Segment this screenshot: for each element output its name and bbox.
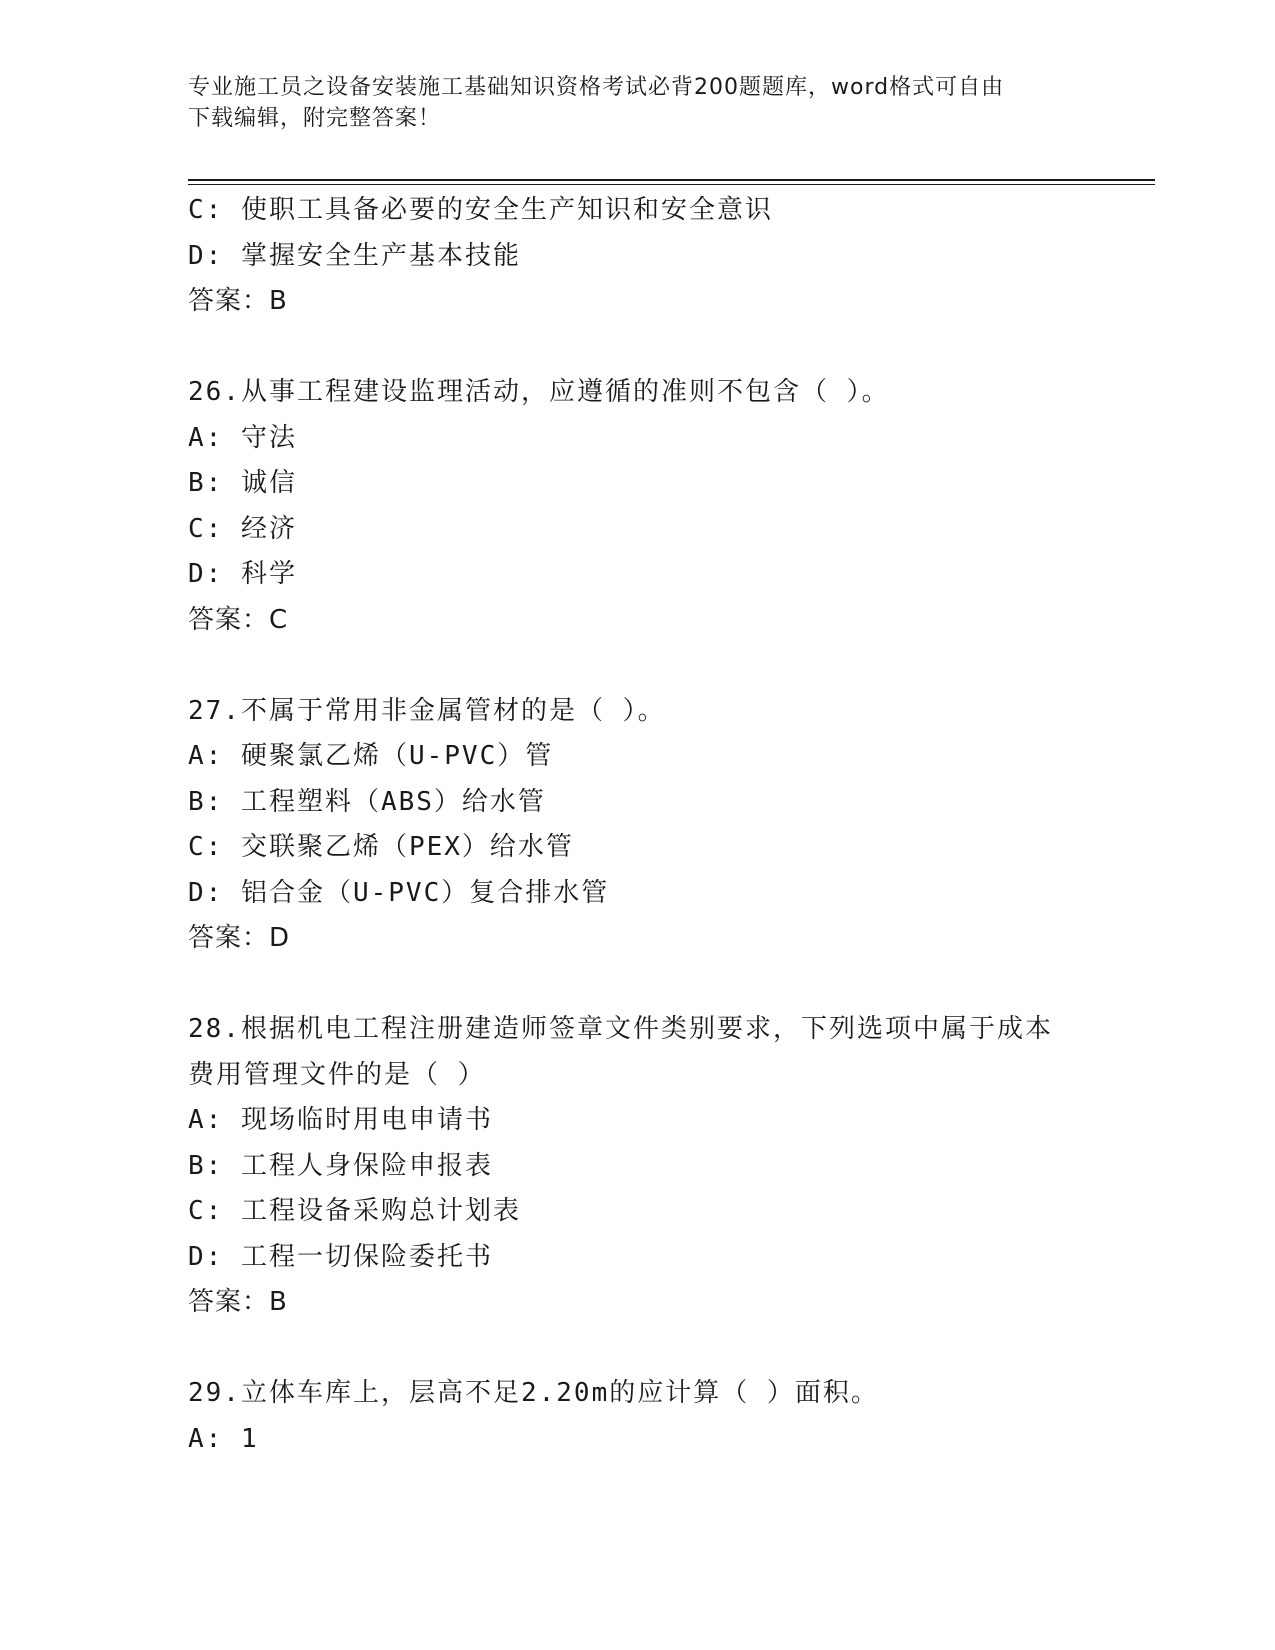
option-a: A: 1 bbox=[188, 1423, 259, 1454]
question-stem-continued: 费用管理文件的是（ ） bbox=[188, 1059, 486, 1090]
question-27 bbox=[188, 689, 1088, 962]
option-c: C: 交联聚乙烯（PEX）给水管 bbox=[188, 832, 574, 862]
question-stem: 27.不属于常用非金属管材的是（ ）。 bbox=[188, 695, 666, 726]
answer-line: 答案：C bbox=[188, 604, 289, 635]
option-b: B: 诚信 bbox=[188, 468, 297, 498]
document-header bbox=[188, 72, 1088, 134]
spacer bbox=[188, 643, 1088, 689]
answer-line: 答案：D bbox=[188, 923, 291, 953]
option-d: D: 科学 bbox=[188, 559, 297, 589]
spacer bbox=[188, 1326, 1088, 1372]
header-divider-thick bbox=[188, 179, 1155, 181]
question-stem: 28.根据机电工程注册建造师签章文件类别要求，下列选项中属于成本 bbox=[188, 1014, 1053, 1044]
option-a: A: 现场临时用电申请书 bbox=[188, 1105, 493, 1135]
option-a: A: 硬聚氯乙烯（U-PVC）管 bbox=[188, 741, 554, 771]
option-d: D: 掌握安全生产基本技能 bbox=[188, 240, 521, 271]
answer-line: 答案：B bbox=[188, 286, 288, 316]
header-divider-thin bbox=[188, 184, 1155, 185]
question-stem: 29.立体车库上，层高不足2.20m的应计算（ ）面积。 bbox=[188, 1378, 879, 1408]
question-26 bbox=[188, 370, 1088, 643]
question-29 bbox=[188, 1371, 1088, 1462]
option-c: C: 使职工具备必要的安全生产知识和安全意识 bbox=[188, 195, 773, 225]
question-25 bbox=[188, 188, 1088, 325]
header-line-2: 下载编辑，附完整答案！ bbox=[188, 106, 442, 131]
header-line-1: 专业施工员之设备安装施工基础知识资格考试必背200题题库，word格式可自由 bbox=[188, 75, 1005, 100]
option-d: D: 工程一切保险委托书 bbox=[188, 1241, 493, 1272]
spacer bbox=[188, 325, 1088, 371]
option-c: C: 经济 bbox=[188, 513, 297, 544]
option-d: D: 铝合金（U-PVC）复合排水管 bbox=[188, 877, 610, 908]
question-28 bbox=[188, 1007, 1088, 1326]
option-a: A: 守法 bbox=[188, 422, 297, 453]
option-b: B: 工程人身保险申报表 bbox=[188, 1150, 493, 1181]
answer-line: 答案：B bbox=[188, 1287, 288, 1317]
question-stem: 26.从事工程建设监理活动，应遵循的准则不包含（ ）。 bbox=[188, 377, 890, 407]
option-c: C: 工程设备采购总计划表 bbox=[188, 1196, 521, 1226]
option-b: B: 工程塑料（ABS）给水管 bbox=[188, 786, 546, 817]
question-list bbox=[188, 188, 1088, 1462]
spacer bbox=[188, 962, 1088, 1008]
